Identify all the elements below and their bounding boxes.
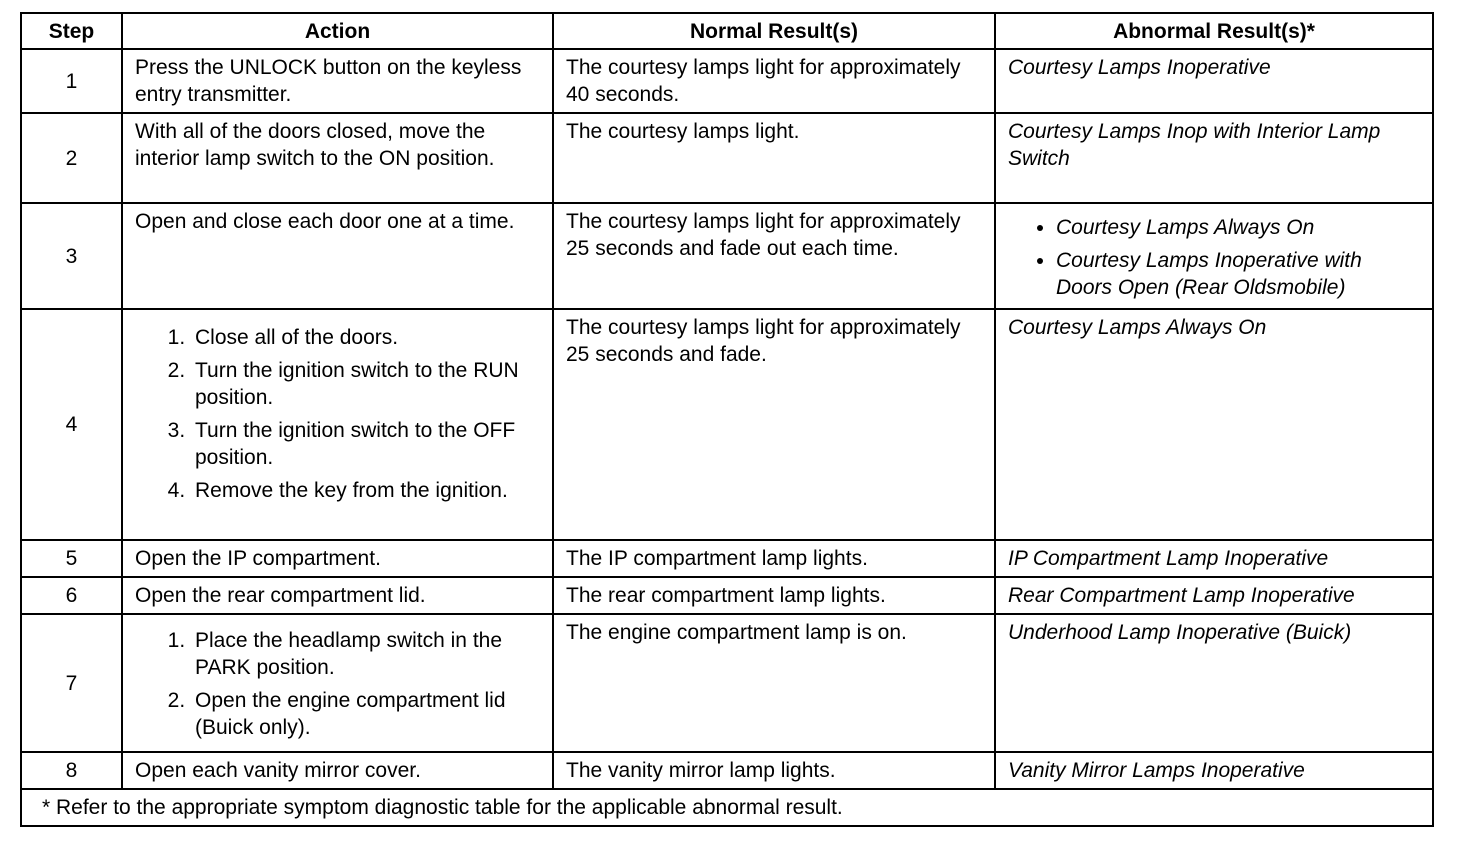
- list-item: 3. Turn the ignition switch to the OFF position.: [191, 417, 542, 471]
- action-steps-list: [135, 627, 542, 741]
- abnormal-result-cell: [995, 203, 1433, 309]
- normal-result-cell: The courtesy lamps light.: [553, 113, 995, 203]
- action-cell: Open the IP compartment.: [122, 540, 553, 577]
- table-row: [21, 540, 1433, 577]
- abnormal-result-cell: IP Compartment Lamp Inoperative: [995, 540, 1433, 577]
- normal-result-cell: The vanity mirror lamp lights.: [553, 752, 995, 789]
- list-item: • Courtesy Lamps Always On: [1056, 214, 1422, 241]
- step-number: 6: [21, 577, 122, 614]
- step-number: 5: [21, 540, 122, 577]
- step-number: 3: [21, 203, 122, 309]
- diagnostic-table: [20, 12, 1434, 827]
- action-cell: [122, 309, 553, 540]
- abnormal-result-cell: Courtesy Lamps Inoperative: [995, 49, 1433, 113]
- header-row: [21, 13, 1433, 49]
- normal-result-cell: The courtesy lamps light for approximately 40 seconds.: [553, 49, 995, 113]
- header-abnormal-results: Abnormal Result(s)*: [995, 13, 1433, 49]
- abnormal-result-cell: Courtesy Lamps Inop with Interior Lamp Switch: [995, 113, 1433, 203]
- normal-result-cell: The IP compartment lamp lights.: [553, 540, 995, 577]
- step-number: 4: [21, 309, 122, 540]
- normal-result-cell: The courtesy lamps light for approximately 25 seconds and fade.: [553, 309, 995, 540]
- action-cell: Open and close each door one at a time.: [122, 203, 553, 309]
- list-item: • Courtesy Lamps Inoperative with Doors Open (Rear Oldsmobile): [1056, 247, 1422, 301]
- normal-result-cell: The rear compartment lamp lights.: [553, 577, 995, 614]
- table-row: [21, 614, 1433, 752]
- diagnostic-table-container: [20, 12, 1432, 827]
- list-item: 1. Place the headlamp switch in the PARK position.: [191, 627, 542, 681]
- abnormal-result-list: [1008, 214, 1422, 301]
- table-row: [21, 203, 1433, 309]
- abnormal-result-cell: Underhood Lamp Inoperative (Buick): [995, 614, 1433, 752]
- table-row: [21, 49, 1433, 113]
- action-cell: Open the rear compartment lid.: [122, 577, 553, 614]
- footnote: * Refer to the appropriate symptom diagnostic table for the applicable abnormal result.: [21, 789, 1433, 826]
- action-cell: With all of the doors closed, move the interior lamp switch to the ON position.: [122, 113, 553, 203]
- normal-result-cell: The engine compartment lamp is on.: [553, 614, 995, 752]
- header-action: Action: [122, 13, 553, 49]
- step-number: 8: [21, 752, 122, 789]
- action-cell: Open each vanity mirror cover.: [122, 752, 553, 789]
- header-step: Step: [21, 13, 122, 49]
- action-cell: Press the UNLOCK button on the keyless entry transmitter.: [122, 49, 553, 113]
- list-item: 4. Remove the key from the ignition.: [191, 477, 542, 504]
- step-number: 7: [21, 614, 122, 752]
- table-row: [21, 113, 1433, 203]
- footnote-row: [21, 789, 1433, 826]
- step-number: 1: [21, 49, 122, 113]
- list-item: 2. Turn the ignition switch to the RUN position.: [191, 357, 542, 411]
- abnormal-result-cell: Rear Compartment Lamp Inoperative: [995, 577, 1433, 614]
- abnormal-result-cell: Vanity Mirror Lamps Inoperative: [995, 752, 1433, 789]
- normal-result-cell: The courtesy lamps light for approximately 25 seconds and fade out each time.: [553, 203, 995, 309]
- list-item: 1. Close all of the doors.: [191, 324, 542, 351]
- table-row: [21, 309, 1433, 540]
- list-item: 2. Open the engine compartment lid (Buick only).: [191, 687, 542, 741]
- header-normal-results: Normal Result(s): [553, 13, 995, 49]
- table-row: [21, 752, 1433, 789]
- action-cell: [122, 614, 553, 752]
- table-row: [21, 577, 1433, 614]
- abnormal-result-cell: Courtesy Lamps Always On: [995, 309, 1433, 540]
- step-number: 2: [21, 113, 122, 203]
- action-steps-list: [135, 324, 542, 504]
